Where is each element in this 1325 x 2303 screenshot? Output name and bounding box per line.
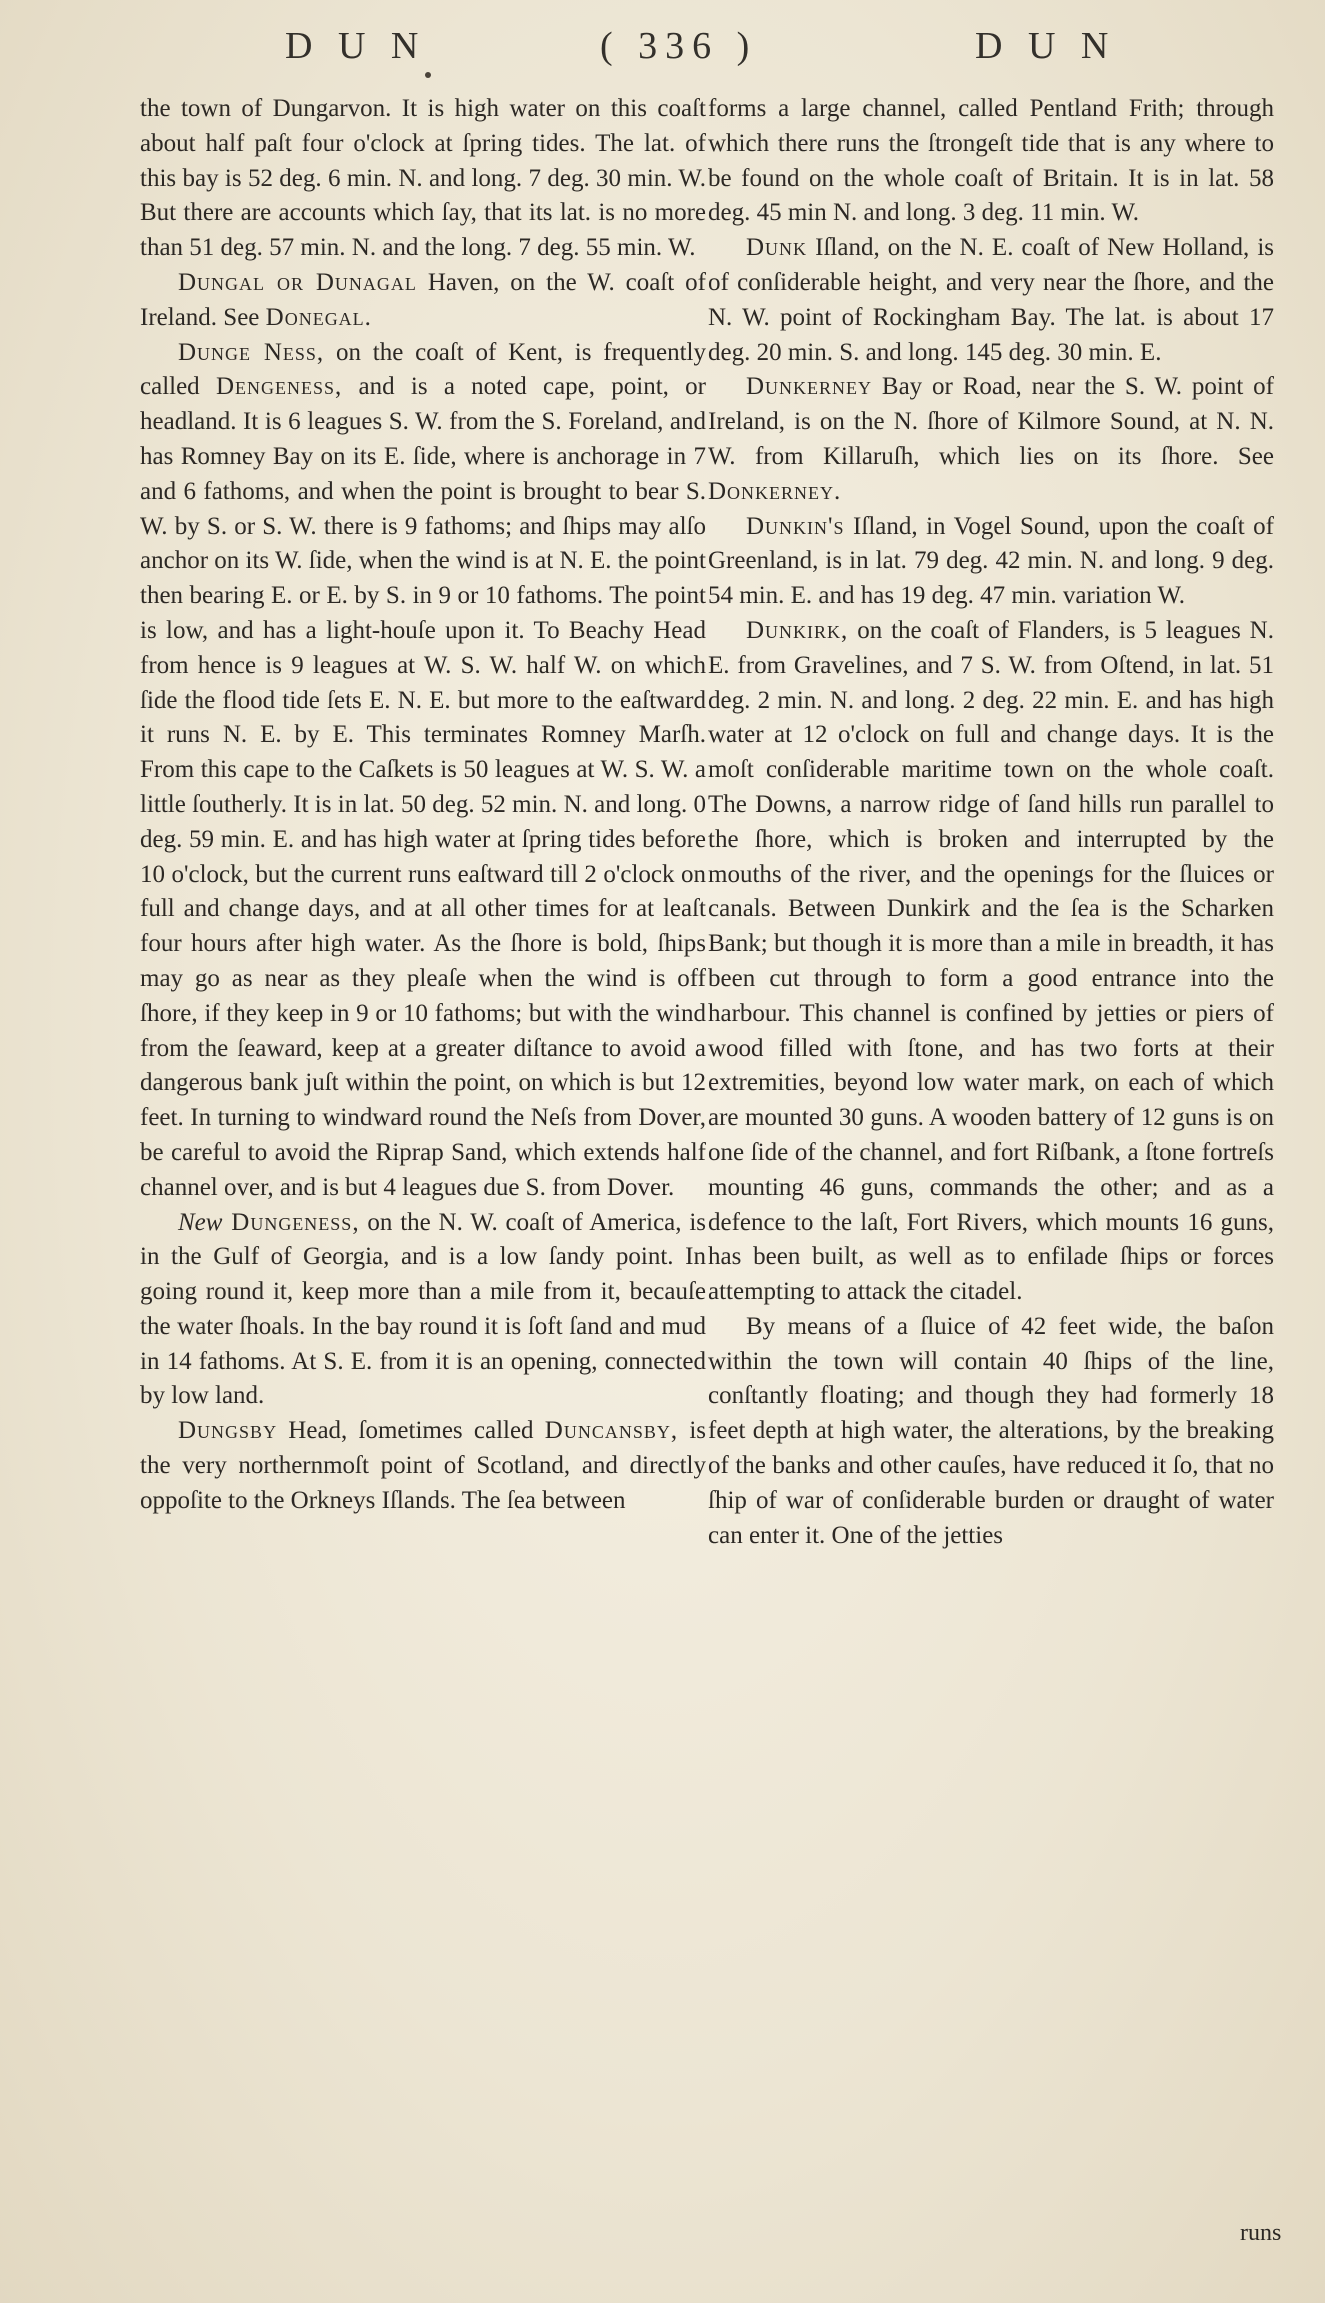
header-right-title: D U N xyxy=(975,25,1117,67)
page-number: ( 336 ) xyxy=(600,25,758,67)
entry-dunk-island xyxy=(708,231,1274,370)
entry-dungsby-continued: forms a large channel, called Pentland Frith; through which there runs the ſtrongeſt tide that is any where to be found on the whole coaſt of Britain. It is in lat. 58 deg. 45 min N. and long. 3 deg. 11 min. W. xyxy=(708,95,1274,227)
cross-reference: Donegal. xyxy=(265,303,372,331)
entry-dungsby xyxy=(140,1414,706,1518)
entry-text: Iſland, in Vogel Sound, upon the coaſt of Greenland, is in lat. 79 deg. 42 min. N. and long. 9 deg. 54 min. E. and has 19 deg. 47 min. variation W. xyxy=(708,512,1274,610)
running-header xyxy=(0,14,1325,74)
catchword: runs xyxy=(1240,2220,1282,2246)
entry-text: Haven, on the W. coaſt of Ireland. See xyxy=(140,268,706,331)
cross-reference: Donkerney. xyxy=(708,477,842,505)
entry-headword: Dungal or Dunagal xyxy=(178,268,417,296)
entry-headword: Dungeness, xyxy=(222,1208,360,1236)
entry-dunkirk-basin: By means of a ſluice of 42 feet wide, the baſon within the town will contain 40 ſhips of the line, conſtantly floating; and though they had formerly 18 feet depth at high water, the alterations, by the breaking of the banks and other cauſes, have reduced it ſo, that no ſhip of war of conſiderable burden or draught of water can enter it. One of the jetties xyxy=(708,1312,1274,1549)
entry-text: Bay or Road, near the S. W. point of Ireland, is on the N. ſhore of Kilmore Sound, at N. N. W. from Killaruſh, which lies on its ſhore. See xyxy=(708,373,1274,470)
entry-text: on the coaſt of Flanders, is 5 leagues N. E. from Gravelines, and 7 S. W. from Oſtend, in lat. 51 deg. 2 min. N. and long. 2 deg. 22 min. E. and has high water at 12 o'clock on full and change days. It is the moſt conſiderable maritime town on the whole coaſt. The Downs, a narrow ridge of ſand hills run parallel to the ſhore, which is broken and interrupted by the mouths of the river, and the openings for the ſluices or canals. Between Dunkirk and the ſea is the Scharken Bank; but though it is more than a mile in breadth, it has been cut through to form a good entrance into the harbour. This channel is confined by jetties or piers of wood filled with ſtone, and has two forts at their extremities, beyond low water mark, on each of which are mounted 30 guns. A wooden battery of 12 guns is on one ſide of the channel, and fort Riſbank, a ſtone fortreſs mounting 46 guns, commands the other; and as a defence to the laſt, Fort Rivers, which mounts 16 guns, has been built, as well as to enfilade ſhips or forces attempting to attack the citadel. xyxy=(708,616,1274,1306)
cross-reference: Duncansby, xyxy=(544,1417,679,1445)
entry-headword: Dunk xyxy=(746,234,808,262)
cross-reference: Dengeness, xyxy=(215,373,343,401)
entry-italic-prefix: New xyxy=(178,1208,223,1236)
entry-dunge-ness xyxy=(140,336,706,1206)
entry-dungarvon-continued: the town of Dungarvon. It is high water on this coaſt about half paſt four o'clock at ſpring tides. The lat. of this bay is 52 deg. 6 min. N. and long. 7 deg. 30 min. W. But there are accounts which ſay, that its lat. is no more than 51 deg. 57 min. N. and the long. 7 deg. 55 min. W. xyxy=(140,95,706,262)
header-left-title: D U N xyxy=(285,25,427,67)
entry-dungal xyxy=(140,266,706,336)
ink-speck xyxy=(425,72,431,78)
entry-text: on the N. W. coaſt of America, is in the Gulf of Georgia, and is a low ſandy point. In going round it, keep more than a mile from it, becauſe the water ſhoals. In the bay round it is ſoft ſand and mud in 14 fathoms. At S. E. from it is an opening, connected by low land. xyxy=(140,1208,706,1410)
entry-new-dungeness xyxy=(140,1206,706,1415)
left-column xyxy=(140,92,706,1519)
entry-dunkirk xyxy=(708,614,1274,1310)
entry-text: Iſland, on the N. E. coaſt of New Holland, is of conſiderable height, and very near the ſhore, and the N. W. point of Rockingham Bay. The lat. is about 17 deg. 20 min. S. and long. 145 deg. 30 min. E. xyxy=(708,234,1274,366)
right-column xyxy=(708,92,1274,1553)
entry-headword: Dunkin's xyxy=(746,512,845,540)
entry-dunkerney xyxy=(708,370,1274,509)
entry-dunkins-island xyxy=(708,510,1274,614)
entry-text: Head, ſometimes called xyxy=(277,1417,545,1445)
entry-text: on the coaſt of Kent, is frequently called xyxy=(140,338,706,401)
entry-headword: Dunge Ness, xyxy=(178,338,325,366)
entry-headword: Dunkirk, xyxy=(746,616,849,644)
entry-text: is the very northernmoſt point of Scotland, and directly oppoſite to the Orkneys Iſlands. The ſea between xyxy=(140,1417,706,1514)
entry-text: and is a noted cape, point, or headland. It is 6 leagues S. W. from the S. Foreland, and has Romney Bay on its E. ſide, where is anchorage in 7 and 6 fathoms, and when the point is brought to bear S. W. by S. or S. W. there is 9 fathoms; and ſhips may alſo anchor on its W. ſide, when the wind is at N. E. the point then bearing E. or E. by S. in 9 or 10 fathoms. The point is low, and has a light-houſe upon it. To Beachy Head from hence is 9 leagues at W. S. W. half W. on which ſide the flood tide ſets E. N. E. but more to the eaſtward it runs N. E. by E. This terminates Romney Marſh. From this cape to the Caſkets is 50 leagues at W. S. W. a little ſoutherly. It is in lat. 50 deg. 52 min. N. and long. 0 deg. 59 min. E. and has high water at ſpring tides before 10 o'clock, but the current runs eaſtward till 2 o'clock on full and change days, and at all other times for at leaſt four hours after high water. As the ſhore is bold, ſhips may go as near as they pleaſe when the wind is off ſhore, if they keep in 9 or 10 fathoms; but with the wind from the ſeaward, keep at a greater diſtance to avoid a dangerous bank juſt within the point, on which is but 12 feet. In turning to windward round the Neſs from Dover, be careful to avoid the Riprap Sand, which extends half channel over, and is but 4 leagues due S. from Dover. xyxy=(140,373,706,1201)
entry-headword: Dungsby xyxy=(178,1417,278,1445)
entry-headword: Dunkerney xyxy=(746,373,873,401)
